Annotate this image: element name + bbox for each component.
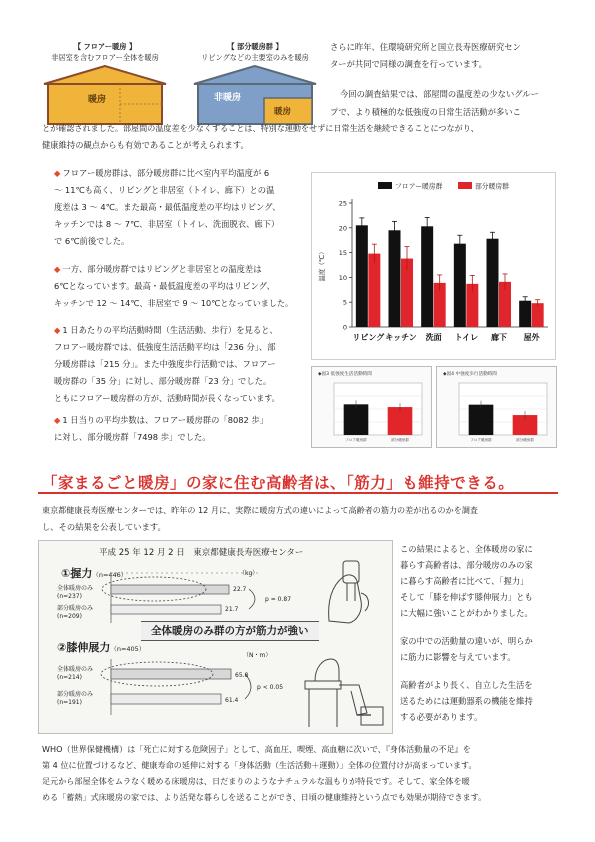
outro-line-3: 足元から部屋全体をムラなく暖める床暖房は、日だまりのようなナチュラルな温もりが特長です。そして、家全体を暖 <box>42 776 470 786</box>
grip-row-1-name: 全体暖房のみ <box>57 585 94 592</box>
small-category-label: フロア暖房群 <box>470 438 492 442</box>
grip-row-1-value: 22.7 <box>233 586 247 593</box>
grip-title-text: ①握力 <box>61 567 93 580</box>
partial-heating-subtitle: リビングなどの主要室のみを暖房 <box>201 53 309 62</box>
bar-floor-2 <box>389 230 401 327</box>
bullet-3-line-3: 分暖房群は「215 分」。また中強度歩行活動では、フロアー <box>54 359 276 369</box>
knee-bar-partial <box>111 694 221 704</box>
outro-line-2: 第 4 位に位置づけるなど、健康寿命の延伸に対する「身体活動（生活活動＋運動）」全体の位置付けが高まっています。 <box>42 760 477 770</box>
knee-row-1-name: 全体暖房のみ <box>57 666 94 673</box>
partial-heating-title: 【 部分暖房群 】 <box>227 42 283 51</box>
legend-swatch-1 <box>378 182 392 189</box>
commentary-3-line-2: 送るためには運動器系の機能を維持 <box>400 696 533 706</box>
moderate-walking-bar-chart <box>437 367 556 447</box>
commentary-2-line-2: に筋力に影響を与えています。 <box>400 652 516 662</box>
bullet-1-line-2: 〜 11℃も高く、リビングと非居室（トイレ、廊下）との温 <box>54 185 275 195</box>
knee-title-text: ②膝伸展力 <box>57 641 111 654</box>
small-chart-title: ◆図3 低強度生活活動時間 <box>318 372 372 377</box>
temperature-bar-chart <box>312 173 555 359</box>
knee-row-2-n: (n=191) <box>57 699 82 706</box>
grip-bar-partial <box>111 605 221 614</box>
bullet-3-line-5: ともにフロアー暖房群の方が、活動時間が長くなっています。 <box>54 393 280 403</box>
category-label-5: 廊下 <box>491 333 507 342</box>
y-tick-label: 5 <box>342 298 347 307</box>
bullet-2-line-1: 一方、部分暖房群ではリビングと非居室との温度差は <box>62 264 262 274</box>
bar-floor-1 <box>356 225 368 327</box>
bar-floor-4 <box>454 244 466 327</box>
knee-row-2-value: 61.4 <box>225 697 239 704</box>
y-tick-label: 0 <box>342 323 347 332</box>
house-diagram-floor <box>40 40 170 130</box>
diamond-bullet-icon: ◆ <box>54 264 61 274</box>
diamond-bullet-icon: ◆ <box>54 415 61 425</box>
knee-row-1-label <box>57 666 93 682</box>
outro-line-1: WHO（世界保健機構）は「死亡に対する危険因子」として、高血圧、喫煙、高血糖に次いで、『身体活動量の不足』を <box>42 744 471 754</box>
knee-row-2-label <box>57 691 93 707</box>
commentary-3-line-1: 高齢者がより長く、自立した生活を <box>400 680 533 690</box>
floor-heating-title: 【 フロアー暖房 】 <box>73 42 137 51</box>
bullet-1-line-5: で 6℃前後でした。 <box>54 236 130 246</box>
grip-dynamometer-illustration <box>309 555 389 625</box>
bullet-2-line-3: キッチンで 12 〜 14℃、非居室で 9 〜 10℃となっていました。 <box>54 298 294 308</box>
bullet-3-line-2: フロアー暖房群では、低強度生活活動平均は「236 分」、部 <box>54 342 276 352</box>
y-axis-label: 温度（℃） <box>318 248 326 282</box>
floor-heating-subtitle: 非居室を含むフロアー全体を暖房 <box>51 53 159 62</box>
bullet-1-line-3: 度差は 3 〜 4℃。また最高・最低温度差の平均はリビング、 <box>54 202 281 212</box>
grip-p-value: p = 0.87 <box>265 596 292 603</box>
knee-row-1-n: (n=214) <box>57 674 82 681</box>
category-label-1: リビング <box>352 333 385 342</box>
heading-underline <box>38 492 558 494</box>
knee-p-value: p < 0.05 <box>257 684 284 691</box>
grip-row-1-n: (n=237) <box>57 593 82 600</box>
floor-heating-room-label: 暖房 <box>88 95 107 105</box>
knee-bars <box>99 657 279 717</box>
small-category-label: 部分暖房群 <box>516 438 534 442</box>
intro-line-6: 健康維持の観点からも有効であることが考えられます。 <box>42 140 249 150</box>
bullet-1-line-1: フロアー暖房群は、部分暖房群に比べ室内平均温度が 6 <box>62 168 270 178</box>
bullet-3-line-1: 1 日あたりの平均活動時間（生活活動、歩行）を見ると、 <box>62 325 278 335</box>
section-heading: 「家まるごと暖房」の家に住む高齢者は、「筋力」も維持できる。 <box>42 474 515 492</box>
grip-unit: （kg） <box>239 570 259 577</box>
diamond-bullet-icon: ◆ <box>54 325 61 335</box>
commentary-1-line-2: 暮らす高齢者は、部分暖房のみの家 <box>400 560 533 570</box>
legend-label-2: 部分暖房群 <box>475 182 509 191</box>
figure-header: 平成 25 年 12 月 2 日 東京都健康長寿医療センター <box>99 548 304 558</box>
category-label-4: トイレ <box>454 333 479 342</box>
knee-row-1-value: 65.8 <box>235 672 249 679</box>
bar-floor-5 <box>487 239 499 327</box>
grip-row-2-n: (n=209) <box>57 613 82 620</box>
knee-n: （n=405） <box>110 645 146 653</box>
category-label-3: 洗面 <box>425 333 442 342</box>
knee-title <box>57 639 145 656</box>
intro-line-3: 今回の調査結果では、部屋間の温度差の少ないグルー <box>340 89 539 99</box>
result-banner: 全体暖房のみ群の方が筋力が強い <box>141 621 319 641</box>
intro-line-5: とが確認されました。部屋間の温度差を少なくすることは、特別な運動をせずに日常生活を継続できることにつながり、 <box>42 123 479 133</box>
commentary-1-line-1: この結果によると、全体暖房の家に <box>400 544 533 554</box>
commentary-3-line-3: する必要があります。 <box>400 712 483 722</box>
small-chart-title: ◆図4 中強度歩行活動時間 <box>443 372 497 377</box>
low-intensity-bar-chart <box>312 367 431 447</box>
grip-row-2-value: 21.7 <box>225 606 239 613</box>
grip-row-2-label <box>57 605 93 621</box>
y-tick-label: 10 <box>338 273 347 282</box>
bullet-3-line-4: 暖房群の「35 分」に対し、部分暖房群「23 分」でした。 <box>54 376 272 386</box>
commentary-1-line-5: に大幅に強いことがわかりました。 <box>400 608 533 618</box>
grip-n: （n=446） <box>92 571 128 579</box>
category-label-2: キッチン <box>385 333 417 342</box>
grip-bar-whole <box>111 585 229 594</box>
low-intensity-activity-chart <box>311 366 432 448</box>
partial-non-heated-label: 非暖房 <box>214 93 242 103</box>
moderate-walking-activity-chart <box>436 366 557 448</box>
intro-line-2: ターが共同で同様の調査を行っています。 <box>330 59 487 69</box>
bullet-1-line-4: キッチンでは 8 〜 7℃、非居室（トイレ、洗面脱衣、廊下） <box>54 219 280 229</box>
small-category-label: フロア暖房群 <box>345 438 367 442</box>
partial-house-illustration <box>192 64 318 128</box>
bullet-4-line-2: に対し、部分暖房群「7498 歩」でした。 <box>54 432 211 442</box>
house-diagram-partial <box>190 40 320 130</box>
legend-label-1: フロアー暖房群 <box>395 182 443 191</box>
commentary-1-line-4: そして「膝を伸ばす膝伸展力」とも <box>400 592 533 602</box>
legend-swatch-2 <box>458 182 472 189</box>
intro-line-4: プで、より積極的な低強度の日常生活活動が多いこ <box>330 107 521 117</box>
commentary-1-line-3: に暮らす高齢者に比べて、「握力」 <box>400 576 529 586</box>
bullet-4-line-1: 1 日当りの平均歩数は、フロアー暖房群の「8082 歩」 <box>62 415 269 425</box>
temperature-chart <box>311 172 556 360</box>
small-bar-1 <box>469 405 494 435</box>
y-tick-label: 15 <box>338 249 347 258</box>
diamond-bullet-icon: ◆ <box>54 168 61 178</box>
bullet-2-line-2: 6℃となっています。最高・最低温度差の平均はリビング、 <box>54 281 275 291</box>
y-tick-label: 25 <box>338 199 347 208</box>
outro-line-4: める「蓄熱」式床暖房の家では、より活発な暮らしを送ることができ、日頃の健康維持という点でも効果が期待できます。 <box>42 792 487 802</box>
intro-line-1: さらに昨年、住環境研究所と国立長寿医療研究セン <box>330 42 521 52</box>
bar-partial-1 <box>368 254 380 327</box>
partial-heated-label: 暖房 <box>274 107 292 117</box>
knee-extension-illustration <box>301 651 391 731</box>
section2-intro-line-1: 東京都健康長寿医療センターでは、昨年の 12 月に、実際に暖房方式の違いによって高齢者の筋力の差が出るのかを調査 <box>42 505 479 515</box>
grip-row-2-name: 部分暖房のみ <box>57 605 94 612</box>
section2-intro-line-2: し、その結果を公表しています。 <box>42 522 166 532</box>
small-bar-1 <box>344 404 369 435</box>
research-result-figure <box>38 540 393 734</box>
category-label-6: 屋外 <box>523 333 540 342</box>
knee-unit: （N・m） <box>243 652 272 659</box>
commentary-2-line-1: 家の中での活動量の違いが、明らか <box>400 636 533 646</box>
knee-row-2-name: 部分暖房のみ <box>57 691 94 698</box>
small-category-label: 部分暖房群 <box>391 438 409 442</box>
bar-partial-6 <box>532 303 544 327</box>
bar-floor-3 <box>421 226 433 327</box>
y-tick-label: 20 <box>338 224 347 233</box>
small-bar-2 <box>388 407 413 435</box>
grip-row-1-label <box>57 585 93 601</box>
grip-bars <box>99 571 279 625</box>
